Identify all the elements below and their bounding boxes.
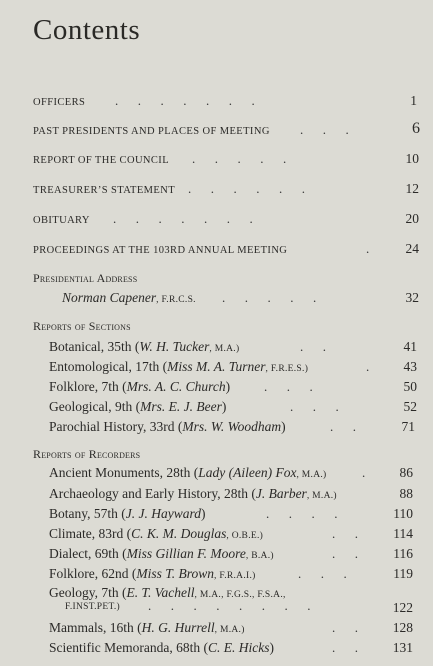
- toc-entry-page: 10: [405, 151, 419, 166]
- dot-leader: . . . .: [266, 506, 338, 521]
- toc-entry-page: 122: [392, 600, 413, 615]
- dot-leader: . .: [332, 620, 358, 635]
- author-name: E. T. Vachell: [126, 585, 195, 600]
- toc-entry-page: 116: [393, 546, 413, 561]
- toc-entry[interactable]: [0, 153, 433, 171]
- toc-entry-page: 128: [392, 620, 413, 635]
- author-credentials: ): [221, 399, 227, 414]
- author-credentials: , O.B.E.): [226, 531, 264, 541]
- toc-entry-page: 71: [401, 419, 415, 434]
- author-credentials: , M.A.): [209, 344, 240, 354]
- toc-entry[interactable]: [0, 465, 433, 483]
- author-name: C. E. Hicks: [207, 640, 270, 655]
- entry-title: Geological, 9th (: [49, 399, 141, 414]
- toc-entry[interactable]: [0, 243, 433, 261]
- dot-leader: .: [366, 241, 370, 256]
- author-credentials: , F.R.A.I.): [214, 571, 256, 581]
- dot-leader: . . .: [298, 566, 347, 581]
- author-name: Miss T. Brown: [136, 566, 215, 581]
- toc-entry[interactable]: [0, 399, 433, 417]
- author-name: J. Barber: [255, 486, 307, 501]
- author-name: W. H. Tucker: [139, 339, 210, 354]
- section-heading: [0, 271, 433, 289]
- toc-entry-page: 114: [393, 526, 413, 541]
- toc-entry[interactable]: [0, 379, 433, 397]
- toc-entry-page: 50: [403, 379, 417, 394]
- author-name: Norman Capener: [62, 290, 157, 305]
- dot-leader: . . . . . . . .: [148, 598, 311, 613]
- toc-entry-label: [49, 506, 205, 522]
- author-credentials: ): [269, 640, 274, 655]
- toc-entry-label: OFFICERS: [33, 97, 86, 108]
- toc-entry[interactable]: [0, 120, 433, 142]
- dot-leader: . .: [332, 640, 358, 655]
- toc-entry-label: [49, 379, 230, 395]
- author-credentials: , M.A.): [306, 491, 337, 501]
- toc-entry-label: [49, 526, 263, 542]
- toc-entry[interactable]: [0, 526, 433, 544]
- toc-entry[interactable]: [0, 419, 433, 437]
- toc-entry-page: 86: [399, 465, 413, 480]
- toc-entry[interactable]: [0, 566, 433, 584]
- toc-entry-page: 110: [393, 506, 413, 521]
- entry-title: Geology, 7th (: [49, 585, 127, 600]
- dot-leader: . . .: [290, 399, 339, 414]
- toc-entry-label: PAST PRESIDENTS AND PLACES OF MEETING: [33, 126, 270, 137]
- section-heading: [0, 319, 433, 337]
- dot-leader: . .: [300, 339, 326, 354]
- toc-entry[interactable]: [0, 183, 433, 201]
- toc-entry[interactable]: [0, 213, 433, 231]
- dot-leader: . . .: [264, 379, 313, 394]
- author-credentials: , M.A.): [214, 625, 245, 635]
- section-heading: [0, 447, 433, 465]
- entry-title: Folklore, 62nd (: [49, 566, 137, 581]
- author-name: Mrs. W. Woodham: [182, 419, 282, 434]
- toc-entry-page: 6: [412, 120, 420, 137]
- author-credentials: ): [225, 379, 231, 394]
- entry-title: Botany, 57th (: [49, 506, 126, 521]
- author-name: Mrs. A. C. Church: [126, 379, 226, 394]
- toc-entry-label: [49, 486, 337, 502]
- author-name: C. K. M. Douglas: [131, 526, 227, 541]
- toc-entry-page: 52: [403, 399, 417, 414]
- toc-entry-page: 131: [392, 640, 413, 655]
- toc-entry[interactable]: [0, 640, 433, 658]
- author-credentials: ): [200, 506, 206, 521]
- author-credentials-continued: F.INST.PET.): [65, 602, 121, 612]
- entry-title: Folklore, 7th (: [49, 379, 127, 394]
- toc-entry-page: 24: [405, 241, 419, 256]
- toc-entry-label: [49, 399, 226, 415]
- sections-heading: Reports of Sections: [33, 319, 131, 333]
- toc-entry-page: 41: [403, 339, 417, 354]
- dot-leader: . .: [332, 526, 358, 541]
- toc-entry-page: 32: [405, 290, 419, 305]
- entry-title: Entomological, 17th (: [49, 359, 168, 374]
- toc-entry[interactable]: [0, 620, 433, 638]
- toc-entry[interactable]: [0, 359, 433, 377]
- author-name: Lady (Aileen) Fox: [198, 465, 297, 480]
- toc-entry[interactable]: [0, 585, 433, 619]
- author-credentials: , B.A.): [245, 551, 274, 561]
- author-credentials: , F.R.E.S.): [265, 364, 309, 374]
- dot-leader: . . . . . . .: [115, 93, 255, 108]
- toc-entry-label: TREASURER’S STATEMENT: [33, 185, 176, 196]
- recorders-heading: Reports of Recorders: [33, 447, 141, 461]
- entry-title: Mammals, 16th (: [49, 620, 142, 635]
- toc-entry-page: 1: [410, 93, 417, 108]
- dot-leader: . . . . .: [222, 290, 317, 305]
- dot-leader: .: [366, 359, 370, 374]
- dot-leader: . . . . . .: [188, 181, 305, 196]
- toc-entry[interactable]: [0, 290, 433, 308]
- entry-title: Ancient Monuments, 28th (: [49, 465, 199, 480]
- dot-leader: .: [362, 465, 366, 480]
- toc-entry-label: [49, 620, 245, 636]
- entry-title: Botanical, 35th (: [49, 339, 140, 354]
- author-credentials: , F.R.C.S.: [156, 295, 196, 305]
- toc-entry-page: 88: [399, 486, 413, 501]
- dot-leader: . . . . .: [192, 151, 287, 166]
- toc-entry-label: [49, 546, 274, 562]
- toc-entry-label: [49, 566, 256, 582]
- entry-title: Dialect, 69th (: [49, 546, 127, 561]
- dot-leader: . .: [332, 546, 358, 561]
- toc-entry-label: [49, 339, 239, 355]
- toc-entry-label: OBITUARY: [33, 215, 90, 226]
- toc-entry[interactable]: [0, 546, 433, 564]
- author-credentials: , M.A.): [296, 470, 327, 480]
- toc-entry[interactable]: [0, 486, 433, 504]
- dot-leader: . . .: [300, 122, 349, 137]
- toc-entry-page: 43: [403, 359, 417, 374]
- author-name: Miss Gillian F. Moore: [126, 546, 246, 561]
- toc-entry-label: PROCEEDINGS AT THE 103RD ANNUAL MEETING: [33, 245, 288, 256]
- toc-entry-page: 20: [405, 211, 419, 226]
- entry-title: Archaeology and Early History, 28th (: [49, 486, 256, 501]
- entry-title: Scientific Memoranda, 68th (: [49, 640, 208, 655]
- entry-title: Parochial History, 33rd (: [49, 419, 183, 434]
- entry-title: Climate, 83rd (: [49, 526, 132, 541]
- toc-entry-label: [49, 640, 274, 656]
- author-name: Miss M. A. Turner: [167, 359, 266, 374]
- toc-entry-page: 119: [393, 566, 413, 581]
- toc-entry[interactable]: [0, 95, 433, 113]
- presidential-heading: Presidential Address: [33, 271, 138, 285]
- toc-entry-label: [62, 290, 196, 306]
- toc-entry-label: [49, 465, 327, 481]
- author-credentials: , M.A., F.G.S., F.S.A.,: [194, 590, 286, 600]
- toc-entry-label: REPORT OF THE COUNCIL: [33, 155, 170, 166]
- toc-entry[interactable]: [0, 506, 433, 524]
- toc-entry-label: [49, 359, 308, 375]
- toc-entry-page: 12: [405, 181, 419, 196]
- author-name: H. G. Hurrell: [141, 620, 215, 635]
- toc-entry-label: [49, 419, 286, 435]
- dot-leader: . .: [330, 419, 356, 434]
- author-name: Mrs. E. J. Beer: [140, 399, 222, 414]
- dot-leader: . . . . . . .: [113, 211, 253, 226]
- author-credentials: ): [281, 419, 286, 434]
- toc-entry[interactable]: [0, 339, 433, 357]
- author-name: J. J. Hayward: [125, 506, 201, 521]
- page-title: Contents: [33, 14, 141, 46]
